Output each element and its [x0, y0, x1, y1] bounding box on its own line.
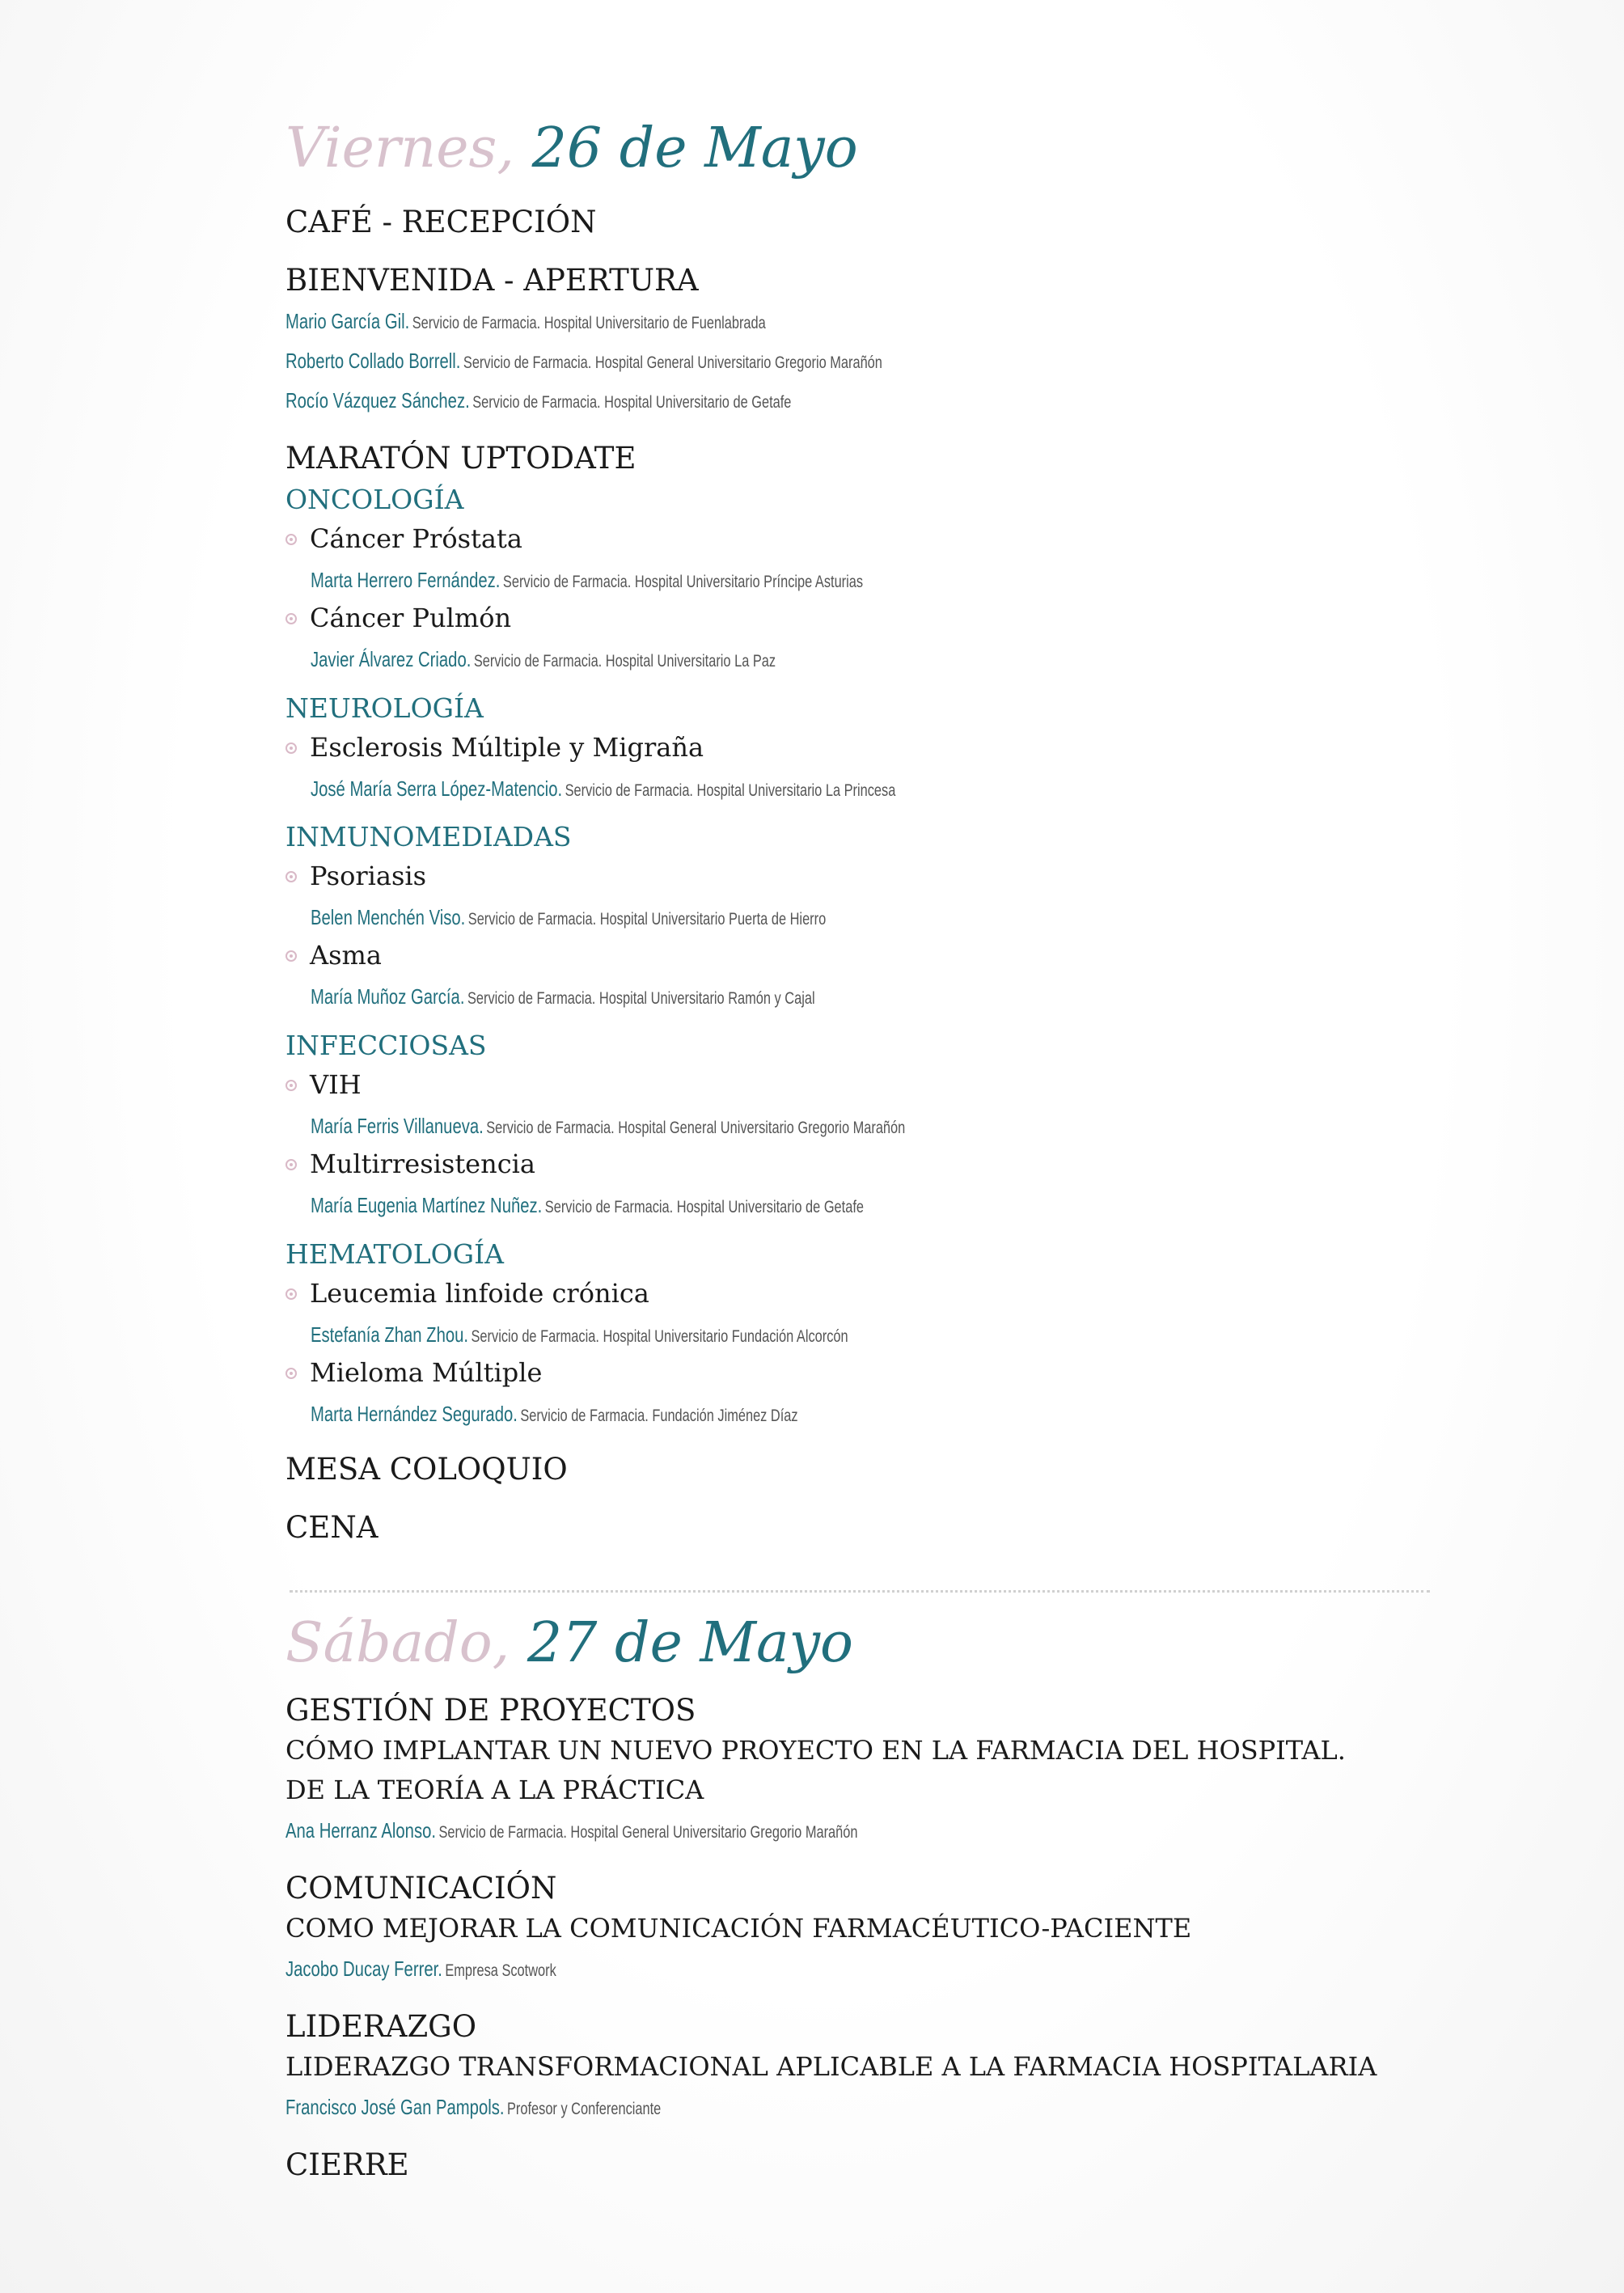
topic-label: Multirresistencia — [310, 1149, 535, 1179]
session-title: MARATÓN UPTODATE — [285, 441, 636, 476]
topic-label: Cáncer Pulmón — [310, 603, 512, 633]
speaker-name: Marta Hernández Segurado. — [311, 1402, 518, 1426]
topic-label: Asma — [310, 940, 382, 971]
speaker-affiliation: Servicio de Farmacia. Hospital Universitario La Paz — [473, 652, 776, 671]
bullet-icon — [285, 950, 297, 962]
speaker-line — [311, 905, 971, 933]
bullet-icon — [285, 1159, 297, 1170]
category-infecciosas: INFECCIOSAS — [285, 1030, 487, 1061]
bullet-icon — [285, 871, 297, 882]
speaker-name: Roberto Collado Borrell. — [285, 349, 461, 373]
session-title: GESTIÓN DE PROYECTOS — [285, 1693, 696, 1728]
topic-item — [285, 1068, 362, 1101]
topic-item — [285, 602, 511, 634]
topic-item — [285, 731, 704, 764]
session-title: COMUNICACIÓN — [285, 1871, 557, 1906]
category-neurologia: NEUROLOGÍA — [285, 692, 484, 724]
speaker-affiliation: Servicio de Farmacia. Hospital General Universitario Gregorio Marañón — [486, 1119, 906, 1137]
session-title: CIERRE — [285, 2147, 409, 2182]
session-subtitle: DE LA TEORÍA A LA PRÁCTICA — [285, 1775, 704, 1805]
speaker-affiliation: Servicio de Farmacia. Hospital General Universitario Gregorio Marañón — [463, 353, 882, 372]
session-title: CAFÉ - RECEPCIÓN — [285, 205, 597, 239]
speaker-name: Estefanía Zhan Zhou. — [311, 1322, 469, 1347]
session-title: LIDERAZGO — [285, 2009, 477, 2044]
speaker-line — [285, 388, 934, 417]
speaker-line — [285, 1818, 1019, 1847]
session-title: MESA COLOQUIO — [285, 1452, 568, 1487]
bullet-icon — [285, 742, 297, 754]
speaker-line — [311, 776, 1060, 805]
speaker-affiliation: Servicio de Farmacia. Hospital Universitario La Princesa — [565, 781, 896, 800]
speaker-affiliation: Servicio de Farmacia. Hospital Universitario Príncipe Asturias — [502, 573, 864, 591]
speaker-line — [311, 1114, 1073, 1142]
speaker-affiliation: Servicio de Farmacia. Hospital General Universitario Gregorio Marañón — [438, 1823, 858, 1842]
speaker-name: Jacobo Ducay Ferrer. — [285, 1957, 442, 1981]
speaker-name: Francisco José Gan Pampols. — [285, 2095, 505, 2119]
speaker-name: María Eugenia Martínez Nuñez. — [311, 1193, 543, 1217]
speaker-name: María Ferris Villanueva. — [311, 1114, 484, 1138]
speaker-line — [311, 984, 958, 1013]
session-title: BIENVENIDA - APERTURA — [285, 263, 699, 298]
day-heading-viernes: Viernes, 26 de Mayo — [285, 116, 858, 180]
bullet-icon — [285, 1080, 297, 1091]
speaker-name: Javier Álvarez Criado. — [311, 647, 472, 671]
speaker-affiliation: Profesor y Conferenciante — [506, 2100, 662, 2118]
speaker-line — [285, 309, 901, 337]
session-title: CENA — [285, 1510, 379, 1545]
speaker-affiliation: Servicio de Farmacia. Fundación Jiménez Díaz — [520, 1407, 798, 1425]
speaker-line — [311, 1322, 1000, 1351]
topic-label: Mieloma Múltiple — [310, 1357, 543, 1388]
speaker-line — [285, 2095, 767, 2123]
session-subtitle: COMO MEJORAR LA COMUNICACIÓN FARMACÉUTICO-PACIENTE — [285, 1913, 1192, 1944]
speaker-affiliation: Servicio de Farmacia. Hospital Universitario Fundación Alcorcón — [471, 1327, 848, 1346]
category-oncologia: ONCOLOGÍA — [285, 484, 464, 515]
bullet-icon — [285, 1288, 297, 1300]
topic-item — [285, 522, 522, 555]
day-heading-sabado: Sábado, 27 de Mayo — [285, 1611, 853, 1675]
speaker-line — [311, 568, 1019, 596]
category-hematologia: HEMATOLOGÍA — [285, 1238, 504, 1270]
day-divider — [290, 1590, 1430, 1593]
speaker-name: Mario García Gil. — [285, 309, 410, 333]
topic-item — [285, 1277, 649, 1309]
speaker-affiliation: Servicio de Farmacia. Hospital Universitario de Fuenlabrada — [412, 314, 766, 332]
bullet-icon — [285, 534, 297, 545]
speaker-name: Marta Herrero Fernández. — [311, 568, 501, 592]
session-subtitle: CÓMO IMPLANTAR UN NUEVO PROYECTO EN LA FARMACIA DEL HOSPITAL. — [285, 1735, 1346, 1766]
topic-label: Leucemia linfoide crónica — [310, 1278, 649, 1309]
speaker-line — [311, 647, 907, 675]
speaker-name: José María Serra López-Matencio. — [311, 776, 563, 801]
speaker-name: María Muñoz García. — [311, 984, 465, 1009]
speaker-affiliation: Servicio de Farmacia. Hospital Universitario Puerta de Hierro — [467, 910, 827, 929]
topic-label: Cáncer Próstata — [310, 523, 522, 554]
category-inmunomediadas: INMUNOMEDIADAS — [285, 821, 572, 852]
speaker-affiliation: Servicio de Farmacia. Hospital Universitario de Getafe — [544, 1198, 864, 1216]
topic-label: Psoriasis — [310, 861, 427, 891]
topic-item — [285, 1148, 535, 1180]
speaker-line — [311, 1402, 936, 1430]
speaker-line — [311, 1193, 1020, 1221]
speaker-line — [285, 349, 1051, 377]
topic-item — [285, 860, 426, 892]
session-subtitle: LIDERAZGO TRANSFORMACIONAL APLICABLE A LA FARMACIA HOSPITALARIA — [285, 2051, 1377, 2082]
bullet-icon — [285, 1368, 297, 1379]
topic-item — [285, 1356, 542, 1389]
speaker-affiliation: Servicio de Farmacia. Hospital Universitario de Getafe — [472, 393, 792, 412]
speaker-name: Rocío Vázquez Sánchez. — [285, 388, 470, 412]
speaker-affiliation: Servicio de Farmacia. Hospital Universitario Ramón y Cajal — [467, 989, 815, 1008]
topic-label: Esclerosis Múltiple y Migraña — [310, 732, 704, 763]
speaker-affiliation: Empresa Scotwork — [445, 1961, 556, 1980]
speaker-line — [285, 1957, 632, 1985]
speaker-name: Belen Menchén Viso. — [311, 905, 466, 929]
topic-label: VIH — [310, 1069, 362, 1100]
topic-item — [285, 939, 382, 971]
bullet-icon — [285, 613, 297, 624]
speaker-name: Ana Herranz Alonso. — [285, 1818, 437, 1842]
